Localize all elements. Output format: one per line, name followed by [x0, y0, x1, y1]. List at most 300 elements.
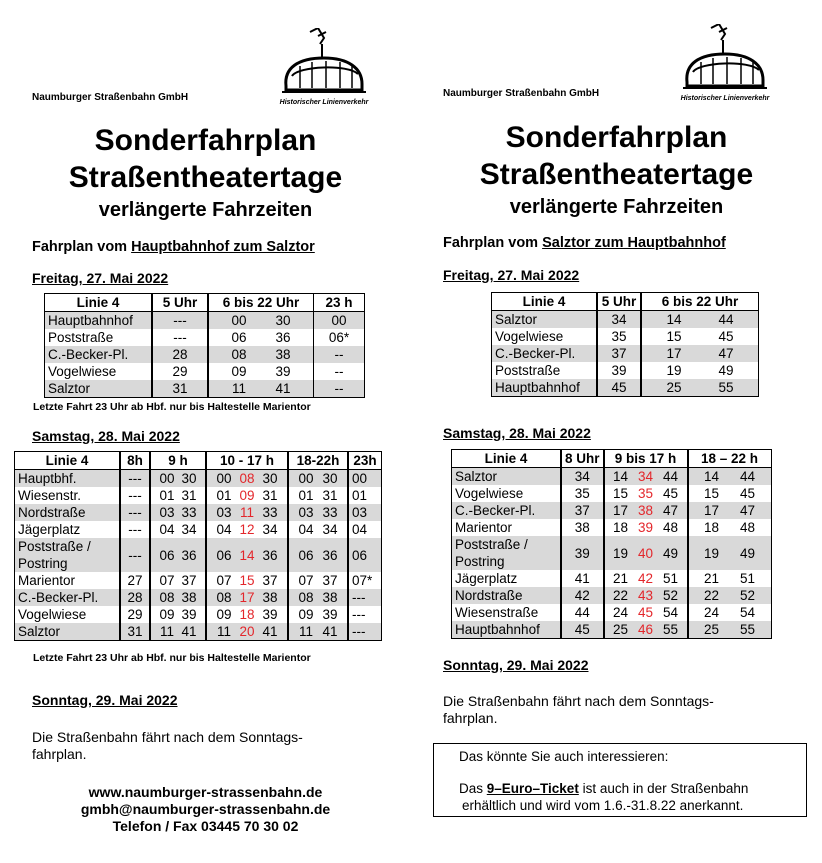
time-cell: 29	[152, 363, 208, 380]
time-cell: 38	[561, 519, 604, 536]
time-value: 44	[718, 312, 734, 327]
time-value: 33	[181, 505, 197, 520]
stop-name	[15, 589, 121, 606]
stop-name	[452, 587, 562, 604]
route-prefix: Fahrplan vom	[32, 239, 132, 255]
table-row	[452, 621, 772, 639]
time-value: 36	[275, 330, 291, 345]
time-value: 15	[613, 486, 629, 501]
table-row	[15, 623, 382, 641]
company-name: Naumburger Straßenbahn GmbH	[32, 92, 189, 103]
time-cell: 34	[597, 311, 641, 329]
saturday-note: Letzte Fahrt 23 Uhr ab Hbf. nur bis Haltestelle Marientor	[33, 652, 311, 664]
stop-name-text: Marientor	[18, 573, 76, 588]
time-value: 04	[216, 522, 232, 537]
time-cell: --	[314, 346, 365, 363]
time-value: 34	[638, 469, 654, 484]
header-cell: 9 bis 17 h	[604, 450, 688, 468]
table-row	[15, 572, 382, 589]
saturday-heading: Samstag, 28. Mai 2022	[32, 428, 180, 444]
time-value: 30	[262, 471, 278, 486]
table-header-row	[45, 294, 365, 312]
time-value: 19	[613, 545, 629, 561]
time-value: 03	[298, 505, 314, 520]
title-line-1: Sonderfahrplan	[94, 124, 317, 157]
time-value: 07	[298, 573, 314, 588]
stop-name-text: Vogelwiese	[455, 486, 524, 501]
info-validity: erhältlich und wird vom 1.6.-31.8.22 anerkannt.	[462, 798, 744, 813]
time-value: 49	[718, 363, 734, 378]
info-box	[433, 743, 807, 817]
table-row	[492, 328, 759, 345]
time-cell: 39	[597, 362, 641, 379]
stop-name: Hauptbahnhof	[492, 379, 598, 397]
time-value: 09	[216, 607, 232, 622]
stop-name-text: Salztor	[18, 624, 61, 639]
time-value: 21	[704, 571, 720, 586]
stop-name-text: Poststraße / Postring	[18, 539, 91, 571]
time-value: 39	[638, 520, 654, 535]
time-cell: 41	[561, 570, 604, 587]
time-cell: ---	[348, 606, 382, 623]
time-value: 22	[613, 588, 629, 603]
stop-name: Salztor	[45, 380, 153, 398]
stop-name	[452, 621, 562, 639]
time-cell: 34	[561, 468, 604, 486]
ticket-link[interactable]: 9–Euro–Ticket	[486, 781, 579, 796]
saturday-timetable-body	[15, 470, 382, 641]
table-row	[15, 470, 382, 488]
time-value: 41	[181, 624, 197, 639]
time-value: 49	[663, 545, 679, 561]
stop-name	[15, 572, 121, 589]
time-value: 04	[298, 522, 314, 537]
stop-name: Poststraße	[492, 362, 598, 379]
time-cell: ---	[348, 623, 382, 641]
time-cell: --	[314, 380, 365, 398]
footer-web[interactable]: www.naumburger-strassenbahn.de	[88, 784, 323, 800]
stop-name-text: Nordstraße	[18, 505, 86, 520]
route-link: Salztor zum Hauptbahnhof	[542, 235, 726, 251]
title-line-2: Straßentheatertage	[68, 161, 343, 194]
stop-name: C.-Becker-Pl.	[45, 346, 153, 363]
time-value: 00	[298, 471, 314, 486]
stop-name: Poststraße	[45, 329, 153, 346]
time-value: 09	[298, 607, 314, 622]
time-cell: ---	[120, 521, 150, 538]
time-value: 55	[663, 622, 679, 637]
time-cell: --	[314, 363, 365, 380]
header-cell: 5 Uhr	[597, 293, 641, 311]
logo-caption: Historischer Linienverkehr	[279, 99, 369, 106]
header-cell: Linie 4	[15, 452, 121, 470]
time-value: 25	[613, 622, 629, 637]
time-cell: ---	[120, 538, 150, 572]
company-name: Naumburger Straßenbahn GmbH	[443, 88, 600, 99]
friday-timetable	[44, 293, 365, 398]
subtitle: verlängerte Fahrzeiten	[509, 196, 724, 218]
stop-name-text: Jägerplatz	[18, 522, 81, 537]
time-value: 47	[718, 346, 734, 361]
table-row	[452, 502, 772, 519]
time-value: 51	[663, 571, 679, 586]
time-value: 39	[262, 607, 278, 622]
stop-name-text: Poststraße / Postring	[455, 537, 528, 569]
time-value: 36	[181, 547, 197, 563]
time-value: 11	[159, 624, 174, 639]
time-value: 45	[740, 486, 756, 501]
table-header-row	[452, 450, 772, 468]
route-heading	[32, 239, 315, 255]
time-value: 01	[159, 488, 175, 503]
time-value: 41	[275, 381, 291, 396]
time-value: 08	[231, 347, 247, 362]
footer-phone: Telefon / Fax 03445 70 30 02	[112, 818, 299, 834]
time-value: 08	[216, 590, 232, 605]
stop-name: Vogelwiese	[492, 328, 598, 345]
table-row	[452, 604, 772, 621]
time-cell: 04	[348, 521, 382, 538]
friday-timetable	[491, 292, 759, 397]
sunday-text: Die Straßenbahn fährt nach dem Sonntags- fahrplan.	[443, 693, 714, 726]
time-cell: 42	[561, 587, 604, 604]
table-row	[15, 538, 382, 572]
time-cell: 01	[348, 487, 382, 504]
header-cell: 6 bis 22 Uhr	[208, 294, 314, 312]
time-value: 33	[322, 505, 338, 520]
table-row	[452, 570, 772, 587]
time-value: 14	[704, 469, 720, 484]
time-value: 18	[704, 520, 720, 535]
time-cell: 45	[597, 379, 641, 397]
stop-name	[15, 504, 121, 521]
time-cell: ---	[120, 487, 150, 504]
time-value: 54	[663, 605, 679, 620]
time-value: 38	[262, 590, 278, 605]
sunday-text: Die Straßenbahn fährt nach dem Sonntags- fahrplan.	[32, 729, 303, 762]
stop-name-text: C.-Becker-Pl.	[455, 503, 536, 518]
stop-name-text: C.-Becker-Pl.	[18, 590, 99, 605]
time-value: 54	[740, 605, 756, 620]
time-cell: 37	[561, 502, 604, 519]
stop-name	[15, 470, 121, 488]
time-value: 41	[262, 624, 278, 639]
header-cell: Linie 4	[492, 293, 598, 311]
friday-heading: Freitag, 27. Mai 2022	[32, 270, 169, 286]
time-cell: 44	[561, 604, 604, 621]
header-cell: 6 bis 22 Uhr	[641, 293, 759, 311]
route-prefix: Fahrplan vom	[443, 235, 543, 251]
time-value: 44	[663, 469, 679, 484]
stop-name	[452, 570, 562, 587]
time-value: 34	[262, 522, 278, 537]
sunday-heading: Sonntag, 29. Mai 2022	[443, 657, 589, 673]
header-cell: Linie 4	[452, 450, 562, 468]
time-value: 07	[216, 573, 232, 588]
stop-name	[452, 519, 562, 536]
time-value: 09	[159, 607, 175, 622]
time-value: 11	[239, 505, 254, 520]
time-value: 25	[666, 380, 682, 395]
table-row	[45, 380, 365, 398]
title-line-2: Straßentheatertage	[479, 158, 754, 191]
time-value: 14	[239, 547, 255, 563]
time-value: 49	[740, 545, 756, 561]
time-value: 06	[231, 330, 247, 345]
time-cell: 06	[348, 538, 382, 572]
stop-name-text: Marientor	[455, 520, 513, 535]
stop-name	[15, 487, 121, 504]
time-value: 15	[239, 573, 255, 588]
tram-icon	[278, 28, 370, 98]
time-value: 24	[613, 605, 629, 620]
table-row	[452, 519, 772, 536]
time-cell: ---	[152, 312, 208, 330]
time-value: 22	[704, 588, 720, 603]
stop-name-text: Vogelwiese	[18, 607, 87, 622]
route-heading	[443, 235, 726, 251]
time-cell: 00	[314, 312, 365, 330]
time-value: 43	[638, 588, 654, 603]
table-row	[15, 589, 382, 606]
stop-name	[15, 623, 121, 641]
header-cell: 8h	[120, 452, 150, 470]
time-value: 08	[159, 590, 175, 605]
time-value: 55	[718, 380, 734, 395]
time-value: 55	[740, 622, 756, 637]
stop-name	[452, 468, 562, 486]
time-value: 07	[159, 573, 175, 588]
time-value: 44	[740, 469, 756, 484]
stop-name-text: Jägerplatz	[455, 571, 518, 586]
sunday-heading: Sonntag, 29. Mai 2022	[32, 692, 178, 708]
time-value: 15	[666, 329, 682, 344]
time-value: 01	[216, 488, 232, 503]
time-value: 17	[704, 503, 720, 518]
logo-caption: Historischer Linienverkehr	[680, 95, 770, 102]
time-value: 30	[275, 313, 291, 328]
time-cell: 31	[152, 380, 208, 398]
time-value: 24	[704, 605, 720, 620]
time-value: 39	[275, 364, 291, 379]
time-value: 00	[216, 471, 232, 486]
time-value: 37	[322, 573, 338, 588]
time-cell: ---	[152, 329, 208, 346]
tram-icon	[679, 24, 771, 94]
time-value: 37	[262, 573, 278, 588]
table-row	[15, 504, 382, 521]
time-value: 08	[298, 590, 314, 605]
table-row	[452, 485, 772, 502]
table-row	[492, 311, 759, 329]
saturday-timetable	[451, 449, 772, 639]
time-value: 06	[298, 547, 314, 563]
time-value: 00	[231, 313, 247, 328]
footer-email[interactable]: gmbh@naumburger-strassenbahn.de	[80, 801, 331, 817]
friday-note: Letzte Fahrt 23 Uhr ab Hbf. nur bis Haltestelle Marientor	[33, 401, 311, 413]
time-value: 37	[181, 573, 197, 588]
stop-name	[452, 485, 562, 502]
time-cell: 27	[120, 572, 150, 589]
stop-name	[452, 502, 562, 519]
info-intro: Das könnte Sie auch interessieren:	[459, 749, 669, 764]
time-value: 48	[663, 520, 679, 535]
table-row	[452, 587, 772, 604]
time-value: 09	[239, 488, 255, 503]
time-value: 17	[239, 590, 255, 605]
time-value: 03	[216, 505, 232, 520]
time-value: 18	[613, 520, 629, 535]
time-cell: 29	[120, 606, 150, 623]
stop-name: Salztor	[492, 311, 598, 329]
time-value: 34	[322, 522, 338, 537]
time-cell: 35	[561, 485, 604, 502]
time-value: 31	[181, 488, 197, 503]
time-value: 19	[666, 363, 682, 378]
time-value: 46	[638, 622, 654, 637]
time-cell: ---	[120, 504, 150, 521]
table-header-row	[492, 293, 759, 311]
stop-name-text: Wiesenstr.	[18, 488, 82, 503]
time-value: 06	[159, 547, 175, 563]
time-value: 42	[638, 571, 654, 586]
time-cell: ---	[348, 589, 382, 606]
route-link: Hauptbahnhof zum Salztor	[131, 239, 315, 255]
time-value: 00	[159, 471, 175, 486]
time-value: 09	[231, 364, 247, 379]
time-value: 38	[181, 590, 197, 605]
time-value: 52	[663, 588, 679, 603]
subtitle: verlängerte Fahrzeiten	[98, 199, 313, 221]
stop-name: C.-Becker-Pl.	[492, 345, 598, 362]
table-row	[15, 521, 382, 538]
time-value: 15	[704, 486, 720, 501]
time-cell: 31	[120, 623, 150, 641]
time-value: 04	[159, 522, 175, 537]
time-cell: 06*	[314, 329, 365, 346]
stop-name	[452, 604, 562, 621]
friday-heading: Freitag, 27. Mai 2022	[443, 267, 580, 283]
header-cell: 10 - 17 h	[206, 452, 288, 470]
stop-name	[15, 538, 121, 572]
time-value: 51	[740, 571, 756, 586]
stop-name-text: Nordstraße	[455, 588, 523, 603]
stop-name: Hauptbahnhof	[45, 312, 153, 330]
time-value: 14	[613, 469, 629, 484]
table-row	[15, 606, 382, 623]
title-line-1: Sonderfahrplan	[505, 121, 728, 154]
header-cell: 18-22h	[288, 452, 348, 470]
table-row	[45, 312, 365, 330]
info-ticket-suffix: ist auch in der Straßenbahn	[578, 781, 749, 796]
time-value: 35	[638, 486, 654, 501]
time-value: 38	[638, 503, 654, 518]
time-value: 31	[262, 488, 278, 503]
time-value: 30	[181, 471, 197, 486]
right-page	[411, 0, 822, 863]
time-value: 39	[181, 607, 197, 622]
saturday-timetable	[14, 451, 382, 641]
tram-logo	[278, 28, 370, 106]
time-value: 06	[216, 547, 232, 563]
time-value: 34	[181, 522, 197, 537]
time-value: 21	[613, 571, 629, 586]
stop-name-text: Wiesenstraße	[455, 605, 539, 620]
stop-name	[15, 606, 121, 623]
time-value: 25	[704, 622, 720, 637]
table-header-row	[15, 452, 382, 470]
time-value: 36	[322, 547, 338, 563]
time-cell: 28	[120, 589, 150, 606]
time-value: 47	[663, 503, 679, 518]
header-cell: 8 Uhr	[561, 450, 604, 468]
time-value: 11	[216, 624, 231, 639]
time-value: 39	[322, 607, 338, 622]
time-value: 17	[613, 503, 629, 518]
time-value: 14	[666, 312, 682, 327]
stop-name	[452, 536, 562, 570]
table-row	[492, 345, 759, 362]
time-value: 33	[262, 505, 278, 520]
time-cell: 00	[348, 470, 382, 488]
time-value: 08	[239, 471, 255, 486]
header-cell: 18 – 22 h	[688, 450, 772, 468]
table-row	[492, 379, 759, 397]
time-value: 20	[239, 624, 255, 639]
time-value: 11	[231, 381, 246, 396]
table-row	[452, 468, 772, 486]
time-cell: 37	[597, 345, 641, 362]
time-value: 11	[298, 624, 313, 639]
stop-name	[15, 521, 121, 538]
time-value: 03	[159, 505, 175, 520]
time-value: 01	[298, 488, 314, 503]
table-row	[492, 362, 759, 379]
stop-name-text: Salztor	[455, 469, 498, 484]
header-cell: 23h	[348, 452, 382, 470]
header-cell: Linie 4	[45, 294, 153, 312]
header-cell: 5 Uhr	[152, 294, 208, 312]
time-value: 52	[740, 588, 756, 603]
time-value: 48	[740, 520, 756, 535]
time-cell: 28	[152, 346, 208, 363]
saturday-timetable-body	[452, 468, 772, 639]
time-cell: 39	[561, 536, 604, 570]
time-value: 45	[663, 486, 679, 501]
time-cell: ---	[120, 470, 150, 488]
time-cell: 45	[561, 621, 604, 639]
time-value: 40	[638, 545, 654, 561]
info-ticket-prefix: Das	[459, 781, 487, 796]
time-value: 41	[322, 624, 338, 639]
header-cell: 9 h	[150, 452, 206, 470]
table-row	[452, 536, 772, 570]
time-value: 38	[275, 347, 291, 362]
time-cell: 03	[348, 504, 382, 521]
time-value: 45	[718, 329, 734, 344]
time-value: 47	[740, 503, 756, 518]
stop-name: Vogelwiese	[45, 363, 153, 380]
time-value: 17	[666, 346, 682, 361]
time-value: 30	[322, 471, 338, 486]
table-row	[45, 363, 365, 380]
saturday-heading: Samstag, 28. Mai 2022	[443, 425, 591, 441]
header-cell: 23 h	[314, 294, 365, 312]
info-ticket-line	[459, 780, 748, 797]
time-cell: 35	[597, 328, 641, 345]
time-value: 18	[239, 607, 255, 622]
stop-name-text: Hauptbahnhof	[455, 622, 540, 637]
